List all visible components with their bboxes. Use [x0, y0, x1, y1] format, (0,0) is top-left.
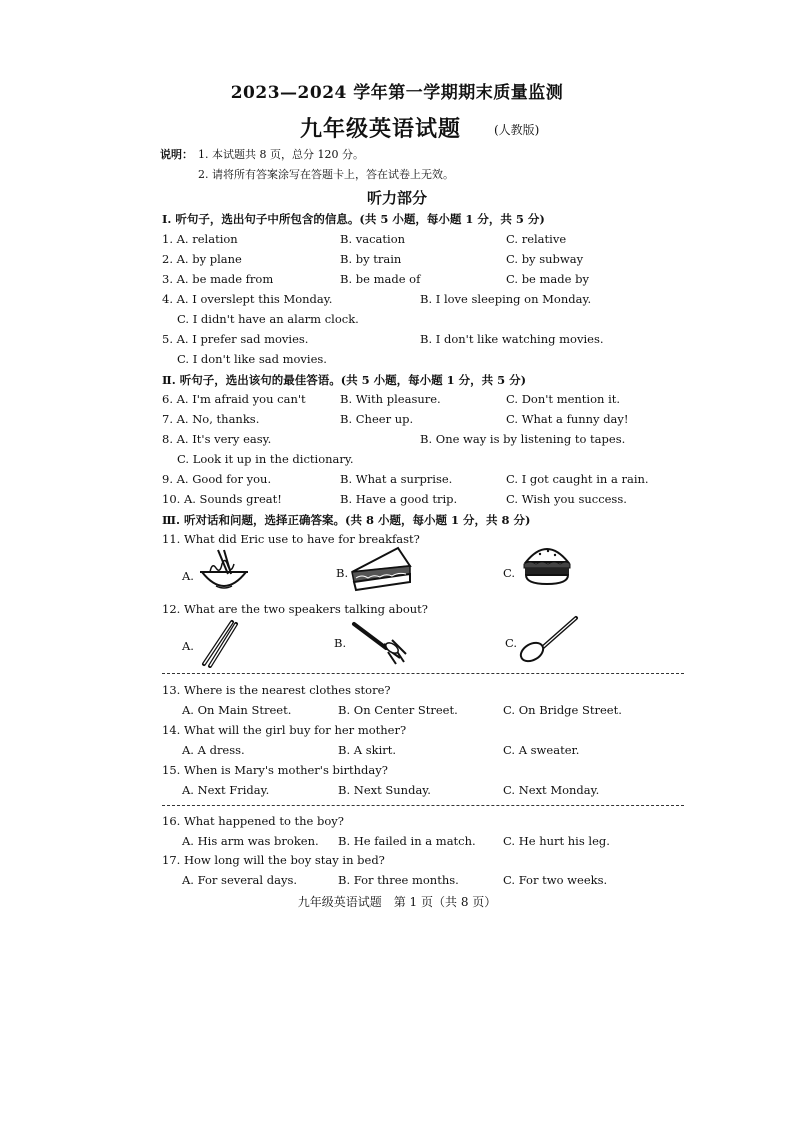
page-footer: 九年级英语试题 第 1 页（共 8 页） — [297, 895, 497, 909]
part3-heading: Ⅲ. 听对话和问题，选择正确答案。(共 8 小题，每小题 1 分，共 8 分) — [162, 513, 531, 527]
q2-option-b: B. by train — [340, 252, 402, 266]
q12-option-b: B. — [334, 636, 347, 650]
q16-option-a: A. His arm was broken. — [182, 834, 319, 848]
q5-option-a: 5. A. I prefer sad movies. — [162, 332, 309, 346]
q13-option-a: A. On Main Street. — [182, 703, 292, 717]
note-label: 说明： — [160, 148, 193, 161]
note-line-2: 2. 请将所有答案涂写在答题卡上，答在试卷上无效。 — [198, 168, 454, 181]
part2-heading: Ⅱ. 听句子，选出该句的最佳答语。(共 5 小题，每小题 1 分，共 5 分) — [162, 373, 527, 387]
q11-option-b: B. — [336, 566, 349, 580]
q4-option-b: B. I love sleeping on Monday. — [420, 292, 592, 306]
q11-question: 11. What did Eric use to have for breakfast? — [162, 532, 420, 546]
q8-option-b: B. One way is by listening to tapes. — [420, 432, 626, 446]
q1-option-a: 1. A. relation — [162, 232, 238, 246]
hamburger-icon — [522, 542, 572, 588]
q3-option-b: B. be made of — [340, 272, 421, 286]
q16-question: 16. What happened to the boy? — [162, 814, 344, 828]
q14-option-b: B. A skirt. — [338, 743, 397, 757]
q15-option-b: B. Next Sunday. — [338, 783, 431, 797]
q4-option-a: 4. A. I overslept this Monday. — [162, 292, 333, 306]
q13-option-c: C. On Bridge Street. — [503, 703, 622, 717]
q13-option-b: B. On Center Street. — [338, 703, 458, 717]
q11-option-c: C. — [503, 566, 516, 580]
q16-option-b: B. He failed in a match. — [338, 834, 476, 848]
q8-option-c: C. Look it up in the dictionary. — [177, 452, 354, 466]
q14-option-c: C. A sweater. — [503, 743, 580, 757]
q3-option-a: 3. A. be made from — [162, 272, 274, 286]
chopsticks-icon — [196, 618, 240, 668]
q17-option-b: B. For three months. — [338, 873, 459, 887]
q6-option-c: C. Don't mention it. — [506, 392, 621, 406]
q5-option-b: B. I don't like watching movies. — [420, 332, 604, 346]
q7-option-c: C. What a funny day! — [506, 412, 629, 426]
fork-icon — [350, 618, 410, 666]
q13-question: 13. Where is the nearest clothes store? — [162, 683, 391, 697]
q8-option-a: 8. A. It's very easy. — [162, 432, 272, 446]
q9-option-a: 9. A. Good for you. — [162, 472, 272, 486]
q10-option-b: B. Have a good trip. — [340, 492, 458, 506]
q1-option-b: B. vacation — [340, 232, 406, 246]
q12-question: 12. What are the two speakers talking about? — [162, 602, 428, 616]
sandwich-icon — [348, 542, 414, 592]
section-title-listening: 听力部分 — [366, 189, 427, 207]
q10-option-c: C. Wish you success. — [506, 492, 627, 506]
q4-option-c: C. I didn't have an alarm clock. — [177, 312, 359, 326]
q2-option-a: 2. A. by plane — [162, 252, 242, 266]
q12-option-a: A. — [182, 639, 194, 653]
q15-question: 15. When is Mary's mother's birthday? — [162, 763, 388, 777]
q16-option-c: C. He hurt his leg. — [503, 834, 610, 848]
q7-option-a: 7. A. No, thanks. — [162, 412, 260, 426]
spoon-icon — [518, 614, 580, 664]
q6-option-a: 6. A. I'm afraid you can't — [162, 392, 306, 406]
exam-subtitle: 九年级英语试题 — [300, 116, 462, 142]
q9-option-c: C. I got caught in a rain. — [506, 472, 649, 486]
q3-option-c: C. be made by — [506, 272, 589, 286]
q15-option-c: C. Next Monday. — [503, 783, 600, 797]
note-line-1: 1. 本试题共 8 页，总分 120 分。 — [198, 148, 364, 161]
part1-heading: Ⅰ. 听句子，选出句子中所包含的信息。(共 5 小题，每小题 1 分，共 5 分) — [162, 212, 545, 226]
q15-option-a: A. Next Friday. — [182, 783, 270, 797]
divider-2 — [162, 805, 684, 806]
noodles-icon — [198, 548, 250, 596]
q17-option-c: C. For two weeks. — [503, 873, 608, 887]
q9-option-b: B. What a surprise. — [340, 472, 453, 486]
q6-option-b: B. With pleasure. — [340, 392, 441, 406]
q7-option-b: B. Cheer up. — [340, 412, 414, 426]
q5-option-c: C. I don't like sad movies. — [177, 352, 327, 366]
exam-title: 2023—2024 学年第一学期期末质量监测 — [230, 83, 564, 103]
q11-option-a: A. — [182, 569, 194, 583]
q17-option-a: A. For several days. — [182, 873, 298, 887]
q1-option-c: C. relative — [506, 232, 567, 246]
q10-option-a: 10. A. Sounds great! — [162, 492, 282, 506]
q14-question: 14. What will the girl buy for her mother? — [162, 723, 407, 737]
q14-option-a: A. A dress. — [182, 743, 245, 757]
divider-1 — [162, 673, 684, 674]
q12-option-c: C. — [505, 636, 518, 650]
edition-label: (人教版) — [494, 123, 540, 137]
q17-question: 17. How long will the boy stay in bed? — [162, 853, 385, 867]
q2-option-c: C. by subway — [506, 252, 584, 266]
